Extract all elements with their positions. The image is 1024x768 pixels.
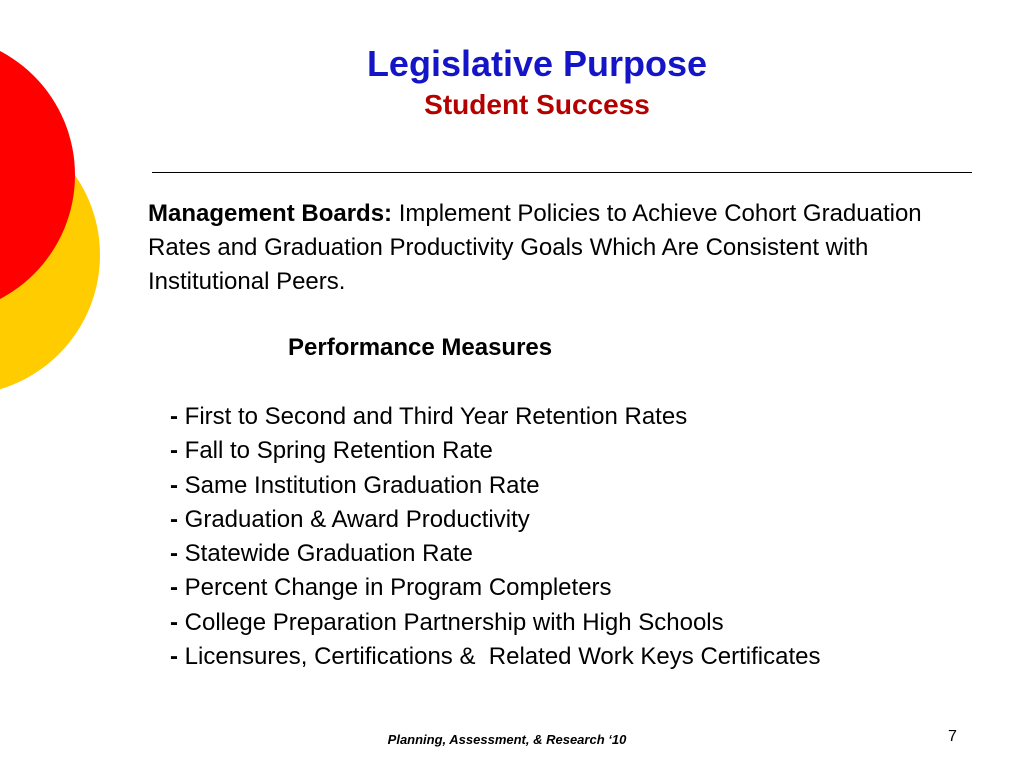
title-divider bbox=[152, 172, 972, 173]
intro-text: Implement Policies to Achieve Cohort Graduation Rates and Graduation Productivity Goals Which Are Consistent with Institutional Peers. bbox=[148, 200, 922, 295]
intro-paragraph bbox=[148, 197, 978, 299]
list-item bbox=[170, 640, 990, 674]
measure-text: Licensures, Certifications & Related Work Keys Certificates bbox=[184, 643, 821, 671]
slide-title: Legislative Purpose bbox=[366, 43, 708, 84]
page-number: 7 bbox=[948, 728, 957, 745]
intro-lead: Management Boards: bbox=[148, 200, 393, 227]
slide-footer: Planning, Assessment, & Research ‘10 bbox=[387, 732, 627, 747]
list-item bbox=[170, 400, 990, 434]
measure-text: Percent Change in Program Completers bbox=[184, 574, 612, 602]
bullet-dash: - bbox=[170, 574, 185, 602]
bullet-dash: - bbox=[170, 540, 185, 568]
bullet-dash: - bbox=[170, 437, 185, 465]
bullet-dash: - bbox=[170, 471, 185, 499]
bullet-dash: - bbox=[170, 608, 185, 636]
list-item bbox=[170, 434, 990, 468]
bullet-dash: - bbox=[170, 643, 185, 671]
measure-text: Statewide Graduation Rate bbox=[184, 540, 473, 568]
measure-text: College Preparation Partnership with High Schools bbox=[184, 608, 724, 636]
bullet-dash: - bbox=[170, 505, 185, 533]
list-item bbox=[170, 469, 990, 503]
list-item bbox=[170, 606, 990, 640]
bullet-dash: - bbox=[170, 403, 185, 430]
measure-text: Same Institution Graduation Rate bbox=[184, 471, 540, 499]
measure-text: Fall to Spring Retention Rate bbox=[184, 437, 493, 465]
measure-text: First to Second and Third Year Retention Rates bbox=[184, 403, 688, 430]
measures-list bbox=[170, 400, 990, 674]
slide-subtitle: Student Success bbox=[424, 89, 650, 120]
measure-text: Graduation & Award Productivity bbox=[184, 505, 530, 533]
list-item bbox=[170, 537, 990, 571]
list-item bbox=[170, 571, 990, 605]
measures-heading: Performance Measures bbox=[288, 334, 553, 361]
list-item bbox=[170, 503, 990, 537]
